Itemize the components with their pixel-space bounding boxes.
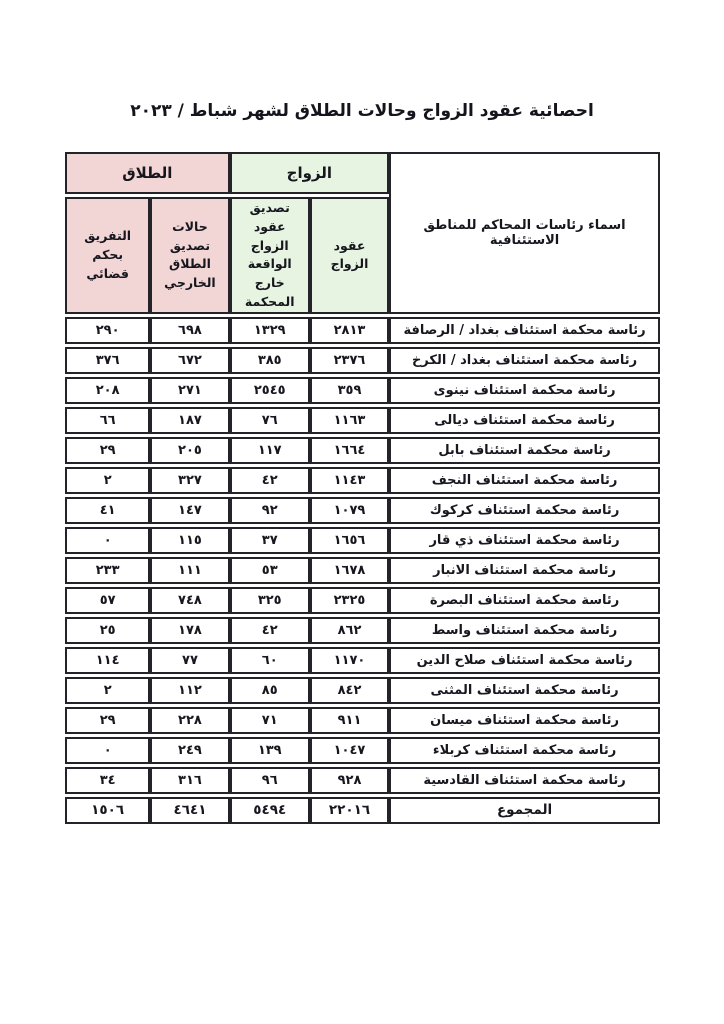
divorce-certification-value: ٢٤٩	[150, 737, 229, 764]
marriage-contracts-value: ١٠٧٩	[310, 497, 389, 524]
divorce-certification-value: ٣١٦	[150, 767, 229, 794]
column-header-external-divorce-certification: حالات تصديق الطلاق الخارجي	[150, 197, 229, 314]
court-name-cell: رئاسة محكمة استئناف القادسية	[389, 767, 660, 794]
marriage-contracts-value: ٢٨١٣	[310, 317, 389, 344]
table-row	[65, 767, 660, 794]
marriage-contracts-value: ١١٦٣	[310, 407, 389, 434]
divorce-certification-value: ٢٧١	[150, 377, 229, 404]
total-judicial-separation-value: ١٥٠٦	[65, 797, 150, 824]
judicial-separation-value: ٢٠٨	[65, 377, 150, 404]
marriage-contracts-value: ١٦٧٨	[310, 557, 389, 584]
court-name-cell: رئاسة محكمة استئناف بابل	[389, 437, 660, 464]
marriage-contracts-value: ١١٤٣	[310, 467, 389, 494]
divorce-certification-value: ١١١	[150, 557, 229, 584]
table-row	[65, 317, 660, 344]
group-header-row	[65, 152, 660, 194]
table-row	[65, 497, 660, 524]
marriage-certification-value: ٣٨٥	[230, 347, 310, 374]
marriage-certification-value: ٢٥٤٥	[230, 377, 310, 404]
court-name-cell: رئاسة محكمة استئناف المثنى	[389, 677, 660, 704]
court-name-cell: رئاسة محكمة استئناف ميسان	[389, 707, 660, 734]
table-row	[65, 677, 660, 704]
column-header-marriage-contracts: عقود الزواج	[310, 197, 389, 314]
marriage-certification-value: ٨٥	[230, 677, 310, 704]
judicial-separation-value: ٤١	[65, 497, 150, 524]
judicial-separation-value: ٢	[65, 677, 150, 704]
column-header-court-names: اسماء رئاسات المحاكم للمناطق الاستئنافية	[389, 152, 660, 314]
marriage-certification-value: ١١٧	[230, 437, 310, 464]
marriage-contracts-value: ١١٧٠	[310, 647, 389, 674]
marriage-contracts-value: ١٠٤٧	[310, 737, 389, 764]
marriage-certification-value: ٥٣	[230, 557, 310, 584]
marriage-contracts-value: ٢٣٢٥	[310, 587, 389, 614]
court-name-cell: رئاسة محكمة استئناف نينوى	[389, 377, 660, 404]
table-row	[65, 647, 660, 674]
divorce-certification-value: ١١٢	[150, 677, 229, 704]
table-row	[65, 377, 660, 404]
court-name-cell: رئاسة محكمة استئناف صلاح الدين	[389, 647, 660, 674]
judicial-separation-value: ٣٤	[65, 767, 150, 794]
column-header-marriage-certification: تصديق عقود الزواج الواقعة خارج المحكمة	[230, 197, 310, 314]
table-row	[65, 407, 660, 434]
divorce-certification-value: ٦٩٨	[150, 317, 229, 344]
table-body	[65, 317, 660, 824]
column-group-divorce: الطلاق	[65, 152, 230, 194]
marriage-certification-value: ٤٢	[230, 467, 310, 494]
table-row	[65, 617, 660, 644]
marriage-contracts-value: ٨٦٢	[310, 617, 389, 644]
court-name-cell: رئاسة محكمة استئناف كركوك	[389, 497, 660, 524]
table-row	[65, 557, 660, 584]
table-row	[65, 737, 660, 764]
judicial-separation-value: ٢٥	[65, 617, 150, 644]
marriage-certification-value: ٧١	[230, 707, 310, 734]
marriage-certification-value: ١٣٢٩	[230, 317, 310, 344]
divorce-certification-value: ٢٢٨	[150, 707, 229, 734]
court-name-cell: رئاسة محكمة استئناف ذي قار	[389, 527, 660, 554]
divorce-certification-value: ١٤٧	[150, 497, 229, 524]
marriage-certification-value: ٣٧	[230, 527, 310, 554]
court-name-cell: رئاسة محكمة استئناف بغداد / الكرخ	[389, 347, 660, 374]
total-marriage-certification-value: ٥٤٩٤	[230, 797, 310, 824]
divorce-certification-value: ١٧٨	[150, 617, 229, 644]
divorce-certification-value: ٢٠٥	[150, 437, 229, 464]
court-name-cell: رئاسة محكمة استئناف بغداد / الرصافة	[389, 317, 660, 344]
table-header	[65, 152, 660, 314]
judicial-separation-value: ٢٩	[65, 707, 150, 734]
marriage-contracts-value: ١٦٦٤	[310, 437, 389, 464]
marriage-contracts-value: ٢٣٧٦	[310, 347, 389, 374]
marriage-certification-value: ٦٠	[230, 647, 310, 674]
judicial-separation-value: ٢٣٣	[65, 557, 150, 584]
court-name-cell: رئاسة محكمة استئناف كربلاء	[389, 737, 660, 764]
total-row	[65, 797, 660, 824]
table-row	[65, 587, 660, 614]
judicial-separation-value: ٢٩	[65, 437, 150, 464]
table-row	[65, 707, 660, 734]
judicial-separation-value: ٠	[65, 737, 150, 764]
table-row	[65, 437, 660, 464]
divorce-certification-value: ٦٧٢	[150, 347, 229, 374]
court-name-cell: رئاسة محكمة استئناف واسط	[389, 617, 660, 644]
page-title: احصائية عقود الزواج وحالات الطلاق لشهر شباط / ٢٠٢٣	[130, 101, 594, 121]
marriage-certification-value: ٣٢٥	[230, 587, 310, 614]
table-row	[65, 527, 660, 554]
column-header-judicial-separation: التفريق بحكم قضائي	[65, 197, 150, 314]
court-name-cell: رئاسة محكمة استئناف البصرة	[389, 587, 660, 614]
judicial-separation-value: ١١٤	[65, 647, 150, 674]
judicial-separation-value: ٠	[65, 527, 150, 554]
judicial-separation-value: ٥٧	[65, 587, 150, 614]
divorce-certification-value: ٣٢٧	[150, 467, 229, 494]
divorce-certification-value: ٧٤٨	[150, 587, 229, 614]
column-group-marriage: الزواج	[230, 152, 390, 194]
marriage-certification-value: ٩٢	[230, 497, 310, 524]
marriage-certification-value: ٧٦	[230, 407, 310, 434]
marriage-contracts-value: ١٦٥٦	[310, 527, 389, 554]
table-row	[65, 467, 660, 494]
judicial-separation-value: ٢٩٠	[65, 317, 150, 344]
court-name-cell: رئاسة محكمة استئناف ديالى	[389, 407, 660, 434]
divorce-certification-value: ١٨٧	[150, 407, 229, 434]
marriage-contracts-value: ٨٤٢	[310, 677, 389, 704]
judicial-separation-value: ٦٦	[65, 407, 150, 434]
marriage-certification-value: ١٣٩	[230, 737, 310, 764]
marriage-contracts-value: ٩١١	[310, 707, 389, 734]
divorce-certification-value: ١١٥	[150, 527, 229, 554]
judicial-separation-value: ٢	[65, 467, 150, 494]
total-marriage-contracts-value: ٢٢٠١٦	[310, 797, 389, 824]
total-divorce-certification-value: ٤٦٤١	[150, 797, 229, 824]
table-row	[65, 347, 660, 374]
marriage-contracts-value: ٩٢٨	[310, 767, 389, 794]
marriage-certification-value: ٩٦	[230, 767, 310, 794]
statistics-table	[65, 149, 660, 827]
marriage-contracts-value: ٣٥٩	[310, 377, 389, 404]
divorce-certification-value: ٧٧	[150, 647, 229, 674]
marriage-certification-value: ٤٢	[230, 617, 310, 644]
total-label-cell: المجموع	[389, 797, 660, 824]
court-name-cell: رئاسة محكمة استئناف النجف	[389, 467, 660, 494]
judicial-separation-value: ٣٧٦	[65, 347, 150, 374]
court-name-cell: رئاسة محكمة استئناف الانبار	[389, 557, 660, 584]
